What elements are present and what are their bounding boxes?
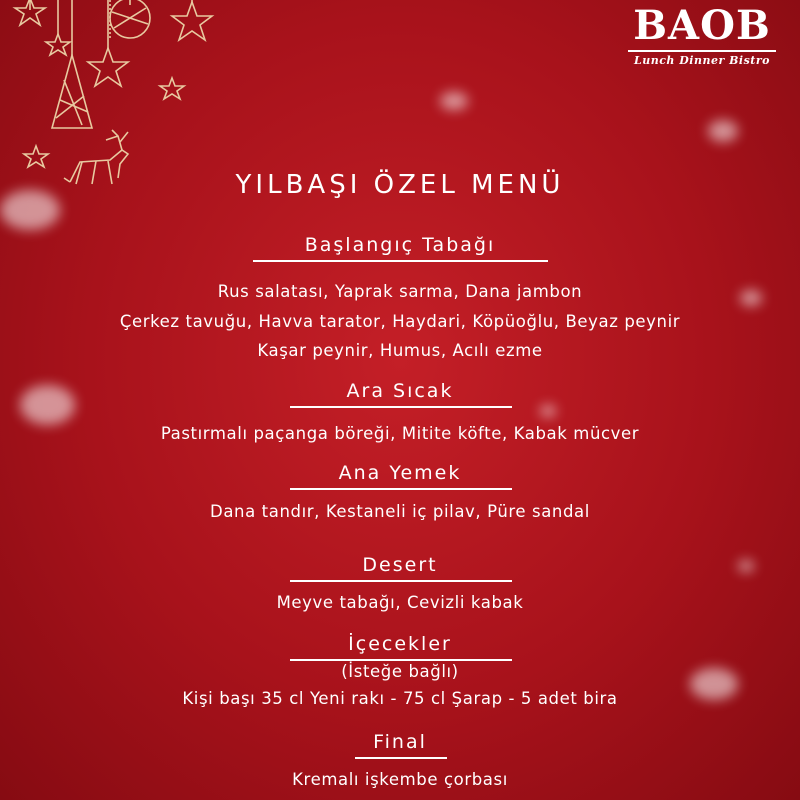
section-heading-ana-yemek: Ana Yemek	[338, 462, 462, 484]
section-underline	[290, 488, 512, 490]
menu-item-line: Kremalı işkembe çorbası	[292, 770, 508, 789]
snowflake-blur	[540, 405, 556, 417]
menu-item-line: Çerkez tavuğu, Havva tarator, Haydari, Köpüoğlu, Beyaz peynir	[119, 312, 681, 331]
section-heading-ara-sicak: Ara Sıcak	[346, 380, 454, 402]
section-heading-icecekler: İçecekler	[348, 633, 452, 655]
menu-item-note: (İsteğe bağlı)	[341, 662, 459, 681]
section-heading-final: Final	[373, 731, 427, 753]
section-underline	[290, 406, 512, 408]
star-ornament-icon	[24, 146, 48, 167]
section-underline	[355, 757, 447, 759]
menu-item-line: Meyve tabağı, Cevizli kabak	[276, 593, 524, 612]
star-ornament-icon	[160, 78, 184, 99]
menu-item-line: Kişi başı 35 cl Yeni rakı - 75 cl Şarap - 5 adet bira	[182, 689, 618, 708]
logo-subtitle: Lunch Dinner Bistro	[634, 54, 770, 67]
logo-divider	[628, 50, 776, 52]
star-ornament-icon	[46, 34, 70, 55]
menu-item-line: Pastırmalı paçanga böreği, Mitite köfte, Kabak mücver	[160, 424, 640, 443]
menu-title: YILBAŞI ÖZEL MENÜ	[235, 170, 565, 200]
logo-title: BAOB	[633, 2, 771, 49]
snowflake-blur	[708, 120, 738, 142]
section-underline	[290, 659, 512, 661]
section-underline	[290, 580, 512, 582]
section-heading-baslangic: Başlangıç Tabağı	[304, 234, 496, 256]
bauble-ornament-icon	[110, 0, 150, 38]
star-ornament-icon	[88, 48, 128, 86]
snowflake-blur	[440, 92, 468, 110]
section-heading-desert: Desert	[362, 554, 438, 576]
brand-logo	[622, 4, 782, 67]
menu-item-line: Rus salatası, Yaprak sarma, Dana jambon	[217, 282, 583, 301]
menu-item-line: Kaşar peynir, Humus, Acılı ezme	[257, 341, 543, 360]
menu-item-line: Dana tandır, Kestaneli iç pilav, Püre sandal	[210, 502, 590, 521]
section-underline	[253, 260, 548, 262]
star-ornament-icon	[172, 2, 212, 40]
